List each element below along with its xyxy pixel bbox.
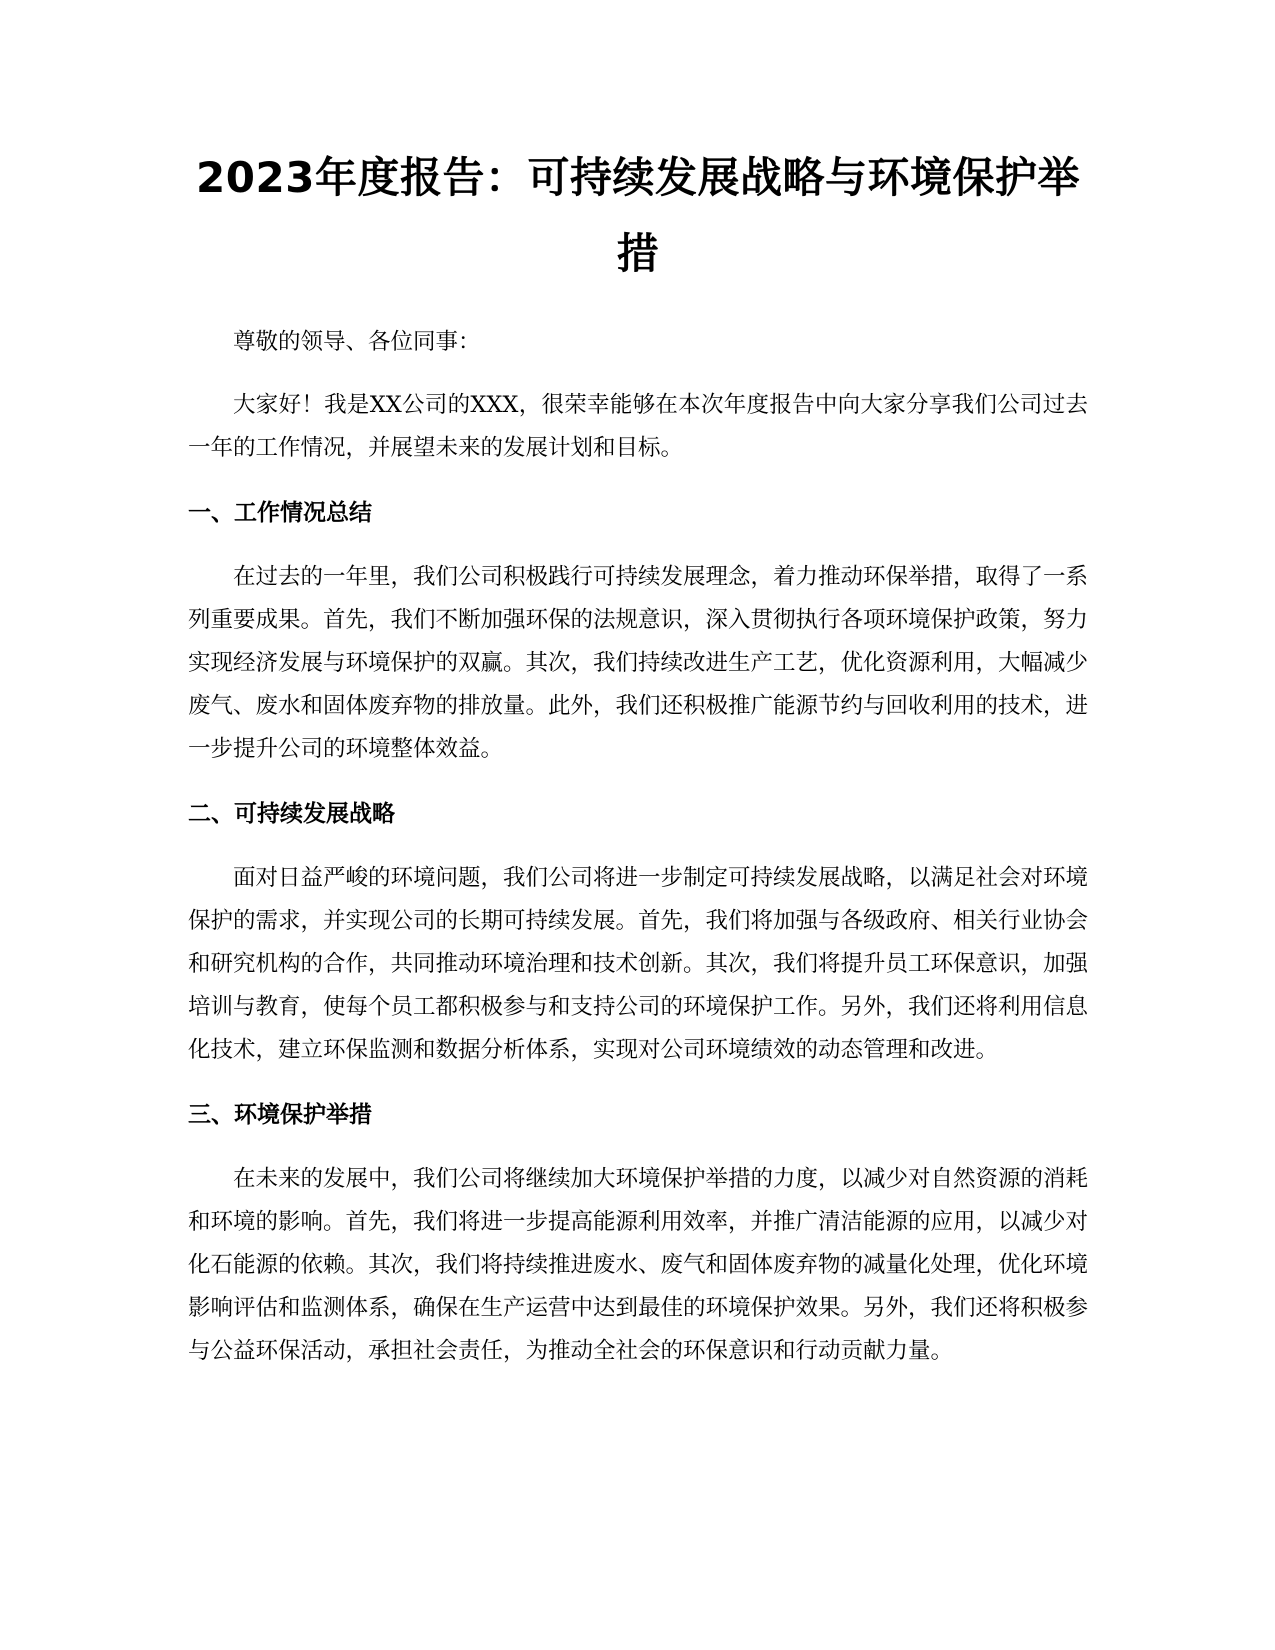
document-content	[188, 140, 1088, 1373]
section-heading-summary: 一、工作情况总结	[188, 500, 372, 526]
section-heading-strategy: 二、可持续发展战略	[188, 801, 395, 827]
intro-paragraph: 大家好！我是XX公司的XXX，很荣幸能够在本次年度报告中向大家分享我们公司过去一年的工作情况，并展望未来的发展计划和目标。	[188, 392, 1088, 461]
document-title: 2023年度报告：可持续发展战略与环境保护举措	[196, 153, 1080, 278]
section-body-summary: 在过去的一年里，我们公司积极践行可持续发展理念，着力推动环保举措，取得了一系列重要成果。首先，我们不断加强环保的法规意识，深入贯彻执行各项环境保护政策，努力实现经济发展与环境保护的双赢。其次，我们持续改进生产工艺，优化资源利用，大幅减少废气、废水和固体废弃物的排放量。此外，我们还积极推广能源节约与回收利用的技术，进一步提升公司的环境整体效益。	[188, 564, 1089, 762]
section-body-measures: 在未来的发展中，我们公司将继续加大环境保护举措的力度，以减少对自然资源的消耗和环境的影响。首先，我们将进一步提高能源利用效率，并推广清洁能源的应用，以减少对化石能源的依赖。其次，我们将持续推进废水、废气和固体废弃物的减量化处理，优化环境影响评估和监测体系，确保在生产运营中达到最佳的环境保护效果。另外，我们还将积极参与公益环保活动，承担社会责任，为推动全社会的环保意识和行动贡献力量。	[188, 1166, 1089, 1364]
section-body-strategy: 面对日益严峻的环境问题，我们公司将进一步制定可持续发展战略，以满足社会对环境保护的需求，并实现公司的长期可持续发展。首先，我们将加强与各级政府、相关行业协会和研究机构的合作，共同推动环境治理和技术创新。其次，我们将提升员工环保意识，加强培训与教育，使每个员工都积极参与和支持公司的环境保护工作。另外，我们还将利用信息化技术，建立环保监测和数据分析体系，实现对公司环境绩效的动态管理和改进。	[188, 865, 1089, 1063]
section-heading-measures: 三、环境保护举措	[188, 1102, 372, 1128]
salutation: 尊敬的领导、各位同事：	[233, 329, 481, 355]
